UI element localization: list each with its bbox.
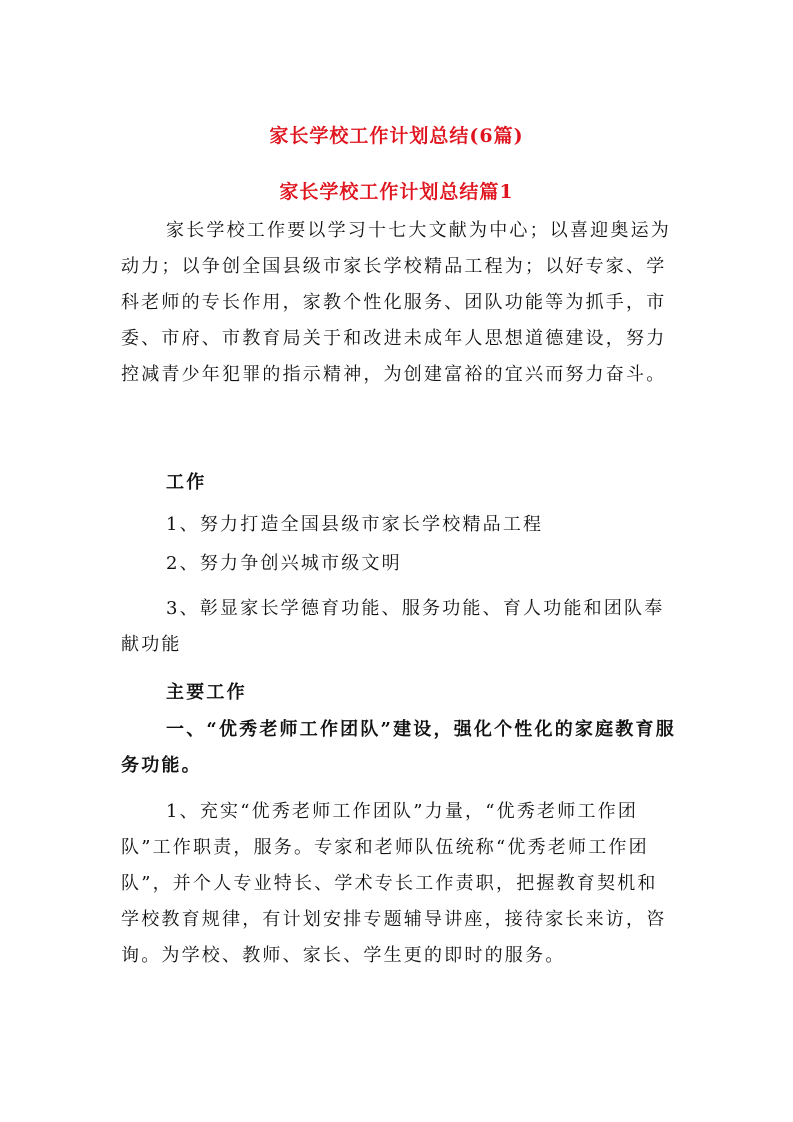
document-title: 家长学校工作计划总结(6篇)	[269, 125, 524, 147]
section-title: 家长学校工作计划总结篇1	[279, 181, 514, 203]
intro-paragraph: 家长学校工作要以学习十七大文献为中心；以喜迎奥运为动力；以争创全国县级市家长学校精品工程为；以好专家、学科老师的专长作用，家教个性化服务、团队功能等为抓手，市委、市府、市教育局关于和改进未成年人思想道德建设，努力控减青少年犯罪的指示精神，为创建富裕的宜兴而努力奋斗。	[121, 220, 671, 385]
paragraph-team: 1、充实“优秀老师工作团队”力量，“优秀老师工作团队”工作职责，服务。专家和老师队伍统称“优秀老师工作团队”，并个人专业特长、学术专长工作责职，把握教育契机和学校教育规律，有计划安排专题辅导讲座，接待家长来访，咨询。为学校、教师、家长、学生更的即时的服务。	[121, 801, 667, 966]
work-item: 1、努力打造全国县级市家长学校精品工程	[166, 514, 544, 535]
heading-main-work: 主要工作	[166, 682, 247, 703]
work-item: 2、努力争创兴城市级文明	[166, 553, 402, 574]
heading-work: 工作	[166, 472, 207, 493]
work-item: 3、彰显家长学德育功能、服务功能、育人功能和团队奉献功能	[121, 598, 665, 655]
subheading-team-building: 一、“优秀老师工作团队”建设，强化个性化的家庭教育服务功能。	[121, 719, 676, 776]
